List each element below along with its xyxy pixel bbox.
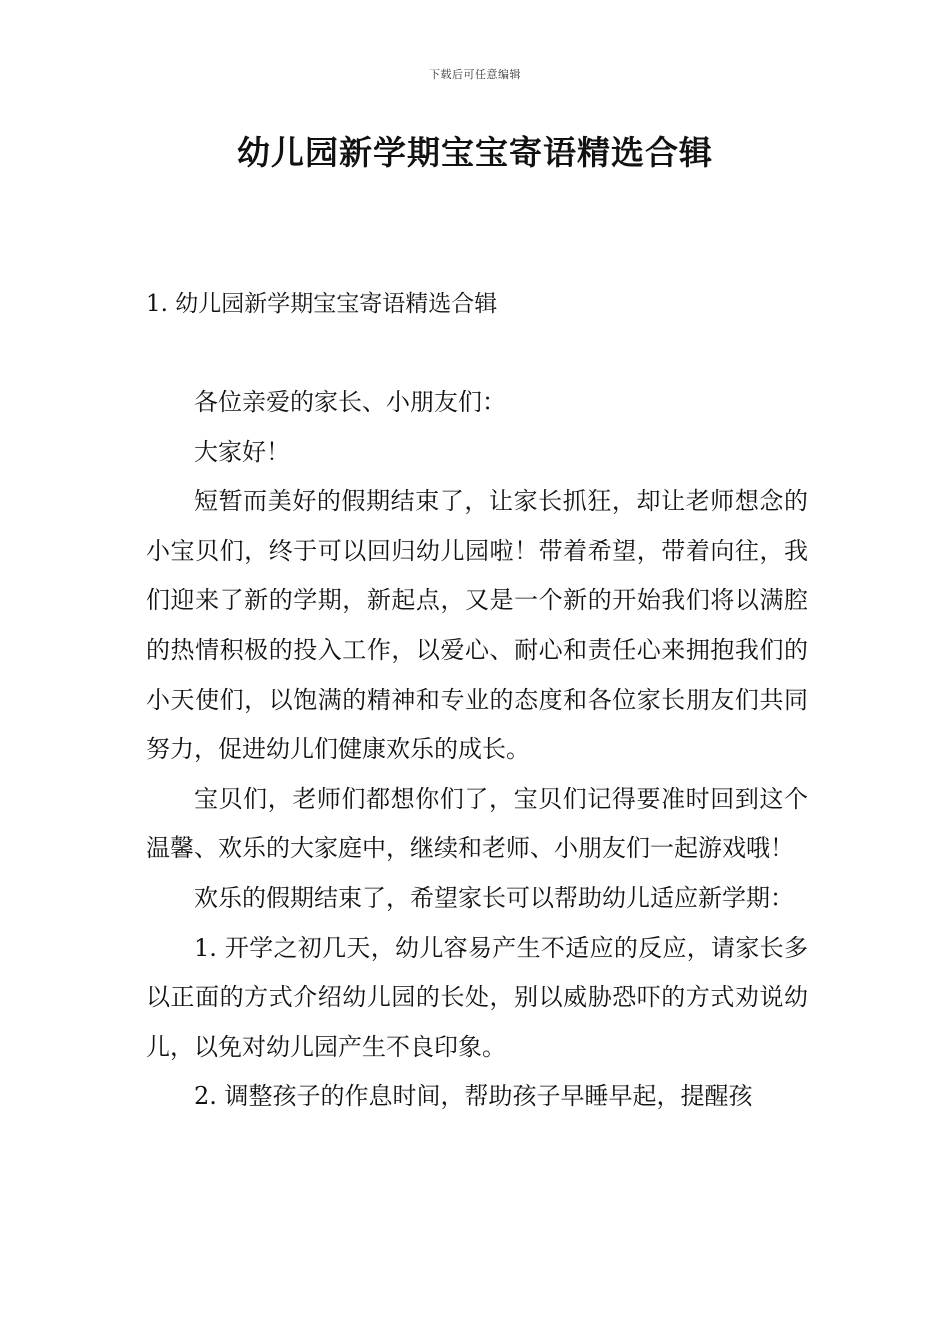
tips-intro-paragraph: 欢乐的假期结束了，希望家长可以帮助幼儿适应新学期：	[194, 883, 794, 912]
miss-you-paragraph: 宝贝们，老师们都想你们了，宝贝们记得要准时回到这个温馨、欢乐的大家庭中，继续和老师、小朋友们一起游戏哦！	[146, 784, 808, 863]
tip-2-paragraph: 2. 调整孩子的作息时间，帮助孩子早睡早起，提醒孩	[194, 1082, 753, 1111]
greeting-paragraph: 各位亲爱的家长、小朋友们：	[194, 388, 506, 416]
header-note: 下载后可任意编辑	[429, 68, 521, 81]
section-heading: 1. 幼儿园新学期宝宝寄语精选合辑	[146, 291, 498, 317]
tip-1-paragraph: 1. 开学之初几天，幼儿容易产生不适应的反应，请家长多以正面的方式介绍幼儿园的长处，别以威胁恐吓的方式劝说幼儿，以免对幼儿园产生不良印象。	[146, 933, 808, 1061]
body-text	[146, 378, 808, 1122]
document-title: 幼儿园新学期宝宝寄语精选合辑	[237, 133, 713, 172]
intro-paragraph: 短暂而美好的假期结束了，让家长抓狂，却让老师想念的小宝贝们，终于可以回归幼儿园啦！带着希望，带着向往，我们迎来了新的学期，新起点，又是一个新的开始我们将以满腔的热情积极的投入工作，以爱心、耐心和责任心来拥抱我们的小天使们，以饱满的精神和专业的态度和各位家长朋友们共同努力，促进幼儿们健康欢乐的成长。	[146, 487, 808, 764]
hello-paragraph: 大家好！	[194, 437, 290, 466]
